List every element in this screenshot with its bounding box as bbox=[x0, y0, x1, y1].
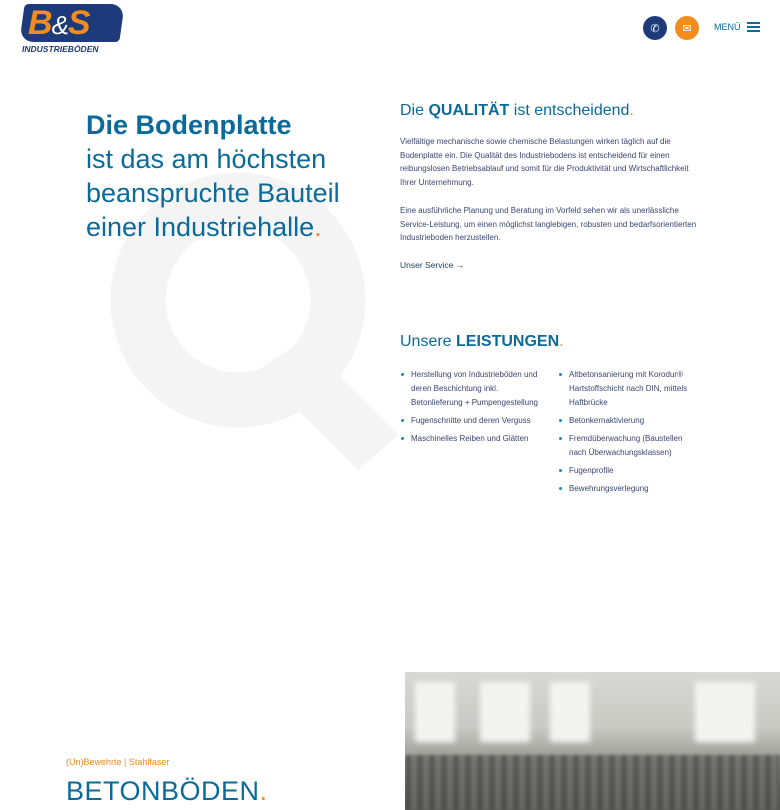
list-item: Fugenprofile bbox=[558, 464, 698, 478]
accent-dot: . bbox=[629, 102, 634, 119]
accent-dot: . bbox=[314, 212, 322, 242]
hamburger-icon bbox=[747, 22, 760, 32]
hero-line-2: ist das am höchsten bbox=[86, 144, 327, 174]
quality-paragraph-2: Eine ausführliche Planung und Beratung im Vorfeld sehen wir als unerlässliche Service-Leistung, um einen möglichst langlebigen, robusten und bedarfsorientierten Industrieboden herzustellen. bbox=[400, 205, 697, 243]
window bbox=[415, 682, 455, 742]
phone-button[interactable] bbox=[643, 16, 667, 40]
quality-heading bbox=[400, 101, 700, 121]
accent-dot: . bbox=[259, 776, 268, 806]
beton-eyebrow: (Un)Bewehrte | Stahlfaser bbox=[66, 757, 170, 767]
service-link[interactable]: Unser Service → bbox=[400, 259, 465, 270]
window bbox=[550, 682, 590, 742]
services-list-1 bbox=[400, 368, 540, 500]
window bbox=[480, 682, 530, 742]
heading-bold: QUALITÄT bbox=[428, 102, 510, 119]
quality-section bbox=[400, 101, 700, 271]
hero-line-1: Die Bodenplatte bbox=[86, 110, 292, 140]
list-item: Maschinelles Reiben und Glätten bbox=[400, 432, 540, 446]
beton-heading bbox=[66, 775, 268, 807]
list-item: Altbetonsanierung mit Korodur® Hartstoffschicht nach DIN, mittels Haftbrücke bbox=[558, 368, 698, 410]
window bbox=[695, 682, 755, 742]
list-item: Herstellung von Industrieböden und deren Beschichtung inkl. Betonlieferung + Pumpengestellung bbox=[400, 368, 540, 410]
heading-post: ist entscheidend bbox=[509, 102, 630, 119]
list-item: Fremdüberwachung (Baustellen nach Überwachungsklassen) bbox=[558, 432, 698, 460]
logo-sub: INDUSTRIEBÖDEN bbox=[22, 44, 99, 54]
menu-label: MENÜ bbox=[714, 21, 741, 32]
hero-line-4 bbox=[86, 210, 386, 244]
hero-line-3: beanspruchte Bauteil bbox=[86, 178, 340, 208]
services-section bbox=[400, 332, 700, 500]
accent-dot: . bbox=[559, 333, 564, 350]
list-item: Bewehrungsverlegung bbox=[558, 482, 698, 496]
mail-icon: ✉ bbox=[682, 22, 692, 35]
quality-paragraph-1: Vielfältige mechanische sowie chemische Belastungen wirken täglich auf die Bodenplatte ein. Die Qualität des Industriebodens ist entscheidend für einen reibungslosen Betriebsablauf und somit für die Produktivität und Wirtschaftlichkeit Ihrer Unternehmung. bbox=[400, 137, 689, 188]
hero-line-4-text: einer Industriehalle bbox=[86, 212, 315, 242]
list-item: Fugenschnitte und deren Verguss bbox=[400, 414, 540, 428]
services-list-2 bbox=[558, 368, 698, 500]
heading-pre: Unsere bbox=[400, 333, 457, 350]
services-heading bbox=[400, 332, 700, 352]
heading-pre: Die bbox=[400, 102, 429, 119]
logo-main: B&S bbox=[28, 4, 90, 42]
list-item: Betonkernaktivierung bbox=[558, 414, 698, 428]
beton-title: BETONBÖDEN bbox=[66, 776, 260, 806]
logo[interactable] bbox=[20, 4, 122, 56]
menu-button[interactable] bbox=[714, 22, 760, 32]
mail-button[interactable] bbox=[675, 16, 699, 40]
heading-bold: LEISTUNGEN bbox=[456, 333, 560, 350]
floor-grid bbox=[405, 755, 780, 810]
hero-heading bbox=[86, 108, 386, 244]
services-lists bbox=[400, 368, 700, 500]
concrete-floor-photo bbox=[405, 672, 780, 810]
phone-icon: ✆ bbox=[650, 22, 660, 35]
